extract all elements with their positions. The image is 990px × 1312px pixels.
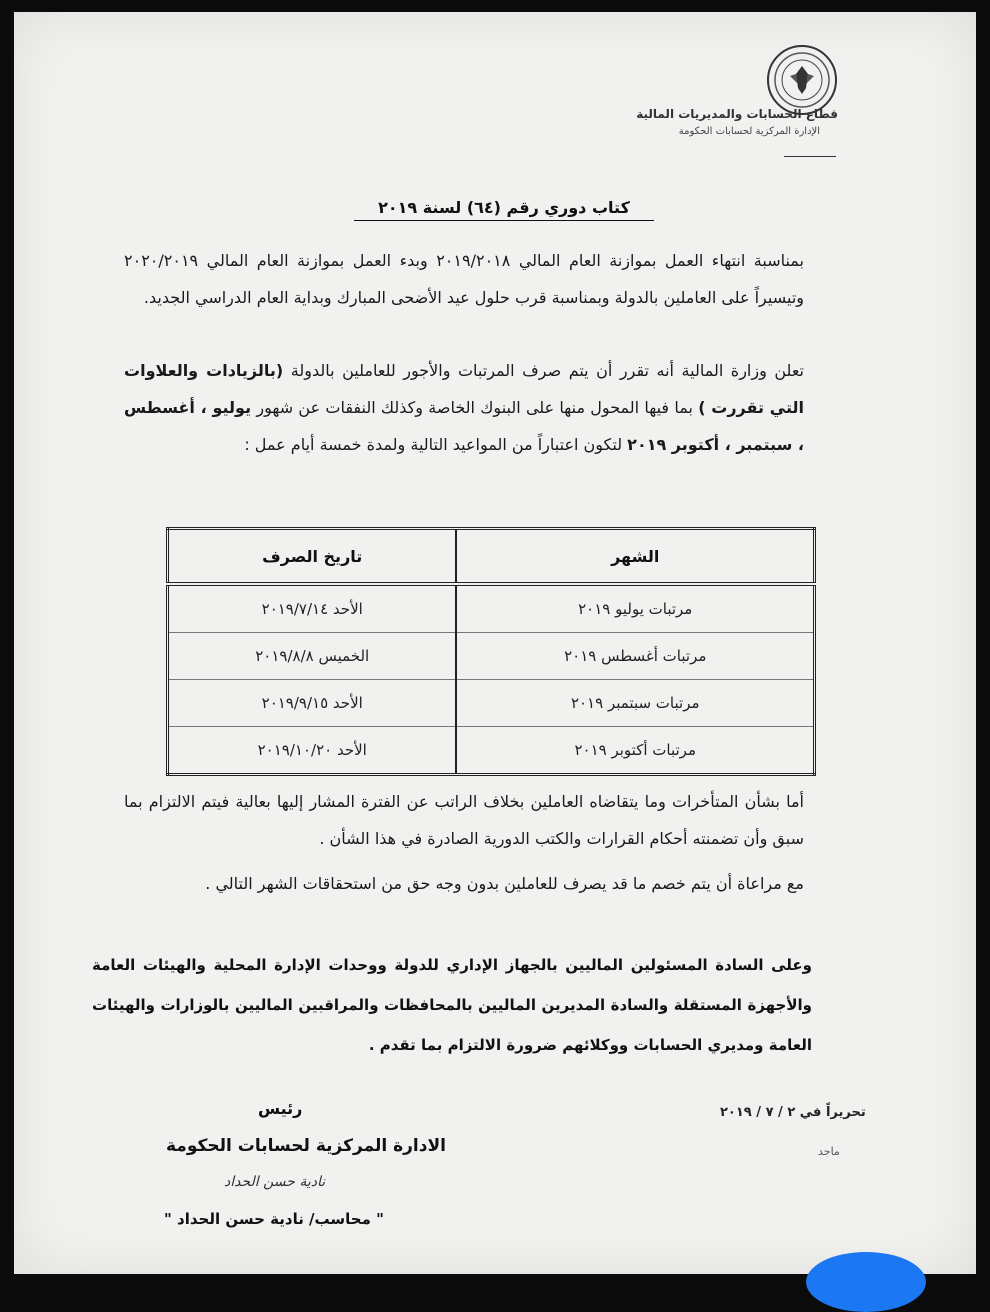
column-header-pay-date: تاريخ الصرف — [168, 529, 457, 585]
month-cell: مرتبات أكتوبر ٢٠١٩ — [456, 727, 814, 775]
table-row — [168, 680, 815, 727]
document-page — [14, 12, 976, 1274]
month-cell: مرتبات سبتمبر ٢٠١٩ — [456, 680, 814, 727]
signatory-role: رئيس — [258, 1099, 303, 1118]
announcement-paragraph — [124, 352, 804, 463]
signatory-department: الادارة المركزية لحسابات الحكومة — [166, 1136, 446, 1156]
org-name-line1: قطاع الحسابات والمديريات المالية — [636, 107, 838, 121]
margin-note: ماجد — [818, 1145, 840, 1158]
month-cell: مرتبات أغسطس ٢٠١٩ — [456, 633, 814, 680]
announcement-months: يوليو ، أغسطس ، سبتمبر ، أكتوبر ٢٠١٩ — [124, 398, 804, 454]
signatory-name: " محاسب/ نادية حسن الحداد " — [164, 1210, 384, 1228]
table-row — [168, 727, 815, 775]
government-seal-logo — [766, 44, 838, 116]
announcement-text-2: بما فيها المحول منها على البنوك الخاصة وكذلك النفقات عن شهور — [256, 398, 693, 417]
org-name-line2: الإدارة المركزية لحسابات الحكومة — [678, 126, 820, 137]
pay-date-cell: الأحد ٢٠١٩/٩/١٥ — [168, 680, 457, 727]
payment-schedule-table — [166, 527, 816, 776]
column-header-month: الشهر — [456, 529, 814, 585]
issue-date: تحريراً في ٢ / ٧ / ٢٠١٩ — [720, 1105, 866, 1120]
pay-date-cell: الأحد ٢٠١٩/٧/١٤ — [168, 584, 457, 633]
announcement-text-1: تعلن وزارة المالية أنه تقرر أن يتم صرف المرتبات والأجور للعاملين بالدولة — [290, 361, 805, 380]
pay-date-cell: الأحد ٢٠١٩/١٠/٢٠ — [168, 727, 457, 775]
intro-paragraph: بمناسبة انتهاء العمل بموازنة العام المالي ٢٠١٩/٢٠١٨ وبدء العمل بموازنة العام المالي ٢٠٢٠/٢٠١٩ وتيسيراً على العاملين بالدولة وبمناسبة قرب حلول عيد الأضحى المبارك وبداية العام الدراسي الجديد. — [124, 251, 805, 307]
table-row — [168, 633, 815, 680]
header-divider — [784, 156, 836, 157]
arrears-paragraph: أما بشأن المتأخرات وما يتقاضاه العاملين بخلاف الراتب عن الفترة المشار إليها بعالية فيتم الالتزام بما سبق وأن تضمنته أحكام القرارات والكتب الدورية الصادرة في هذا الشأن . — [124, 792, 804, 848]
instruction-paragraph: وعلى السادة المسئولين الماليين بالجهاز الإداري للدولة ووحدات الإدارة المحلية والهيئات العامة والأجهزة المستقلة والسادة المديرين الماليين بالمحافظات والمراقبين الماليين بالوزارات والهيئات العامة ومديري الحسابات ووكلائهم ضرورة الالتزام بما تقدم . — [92, 956, 812, 1054]
document-title: كتاب دوري رقم (٦٤) لسنة ٢٠١٩ — [354, 198, 654, 221]
pay-date-cell: الخميس ٢٠١٩/٨/٨ — [168, 633, 457, 680]
month-cell: مرتبات يوليو ٢٠١٩ — [456, 584, 814, 633]
table-row — [168, 584, 815, 633]
announcement-bold-1: (بالزيادات والعلاوات التي تقررت ) — [124, 361, 804, 417]
deduction-paragraph: مع مراعاة أن يتم خصم ما قد يصرف للعاملين بدون وجه حق من استحقاقات الشهر التالي . — [205, 874, 804, 893]
handwritten-signature: نادية حسن الحداد — [224, 1174, 326, 1190]
announcement-text-3: لتكون اعتباراً من المواعيد التالية ولمدة خمسة أيام عمل : — [244, 435, 623, 454]
corner-blue-badge — [806, 1252, 926, 1312]
table-header-row — [168, 529, 815, 585]
